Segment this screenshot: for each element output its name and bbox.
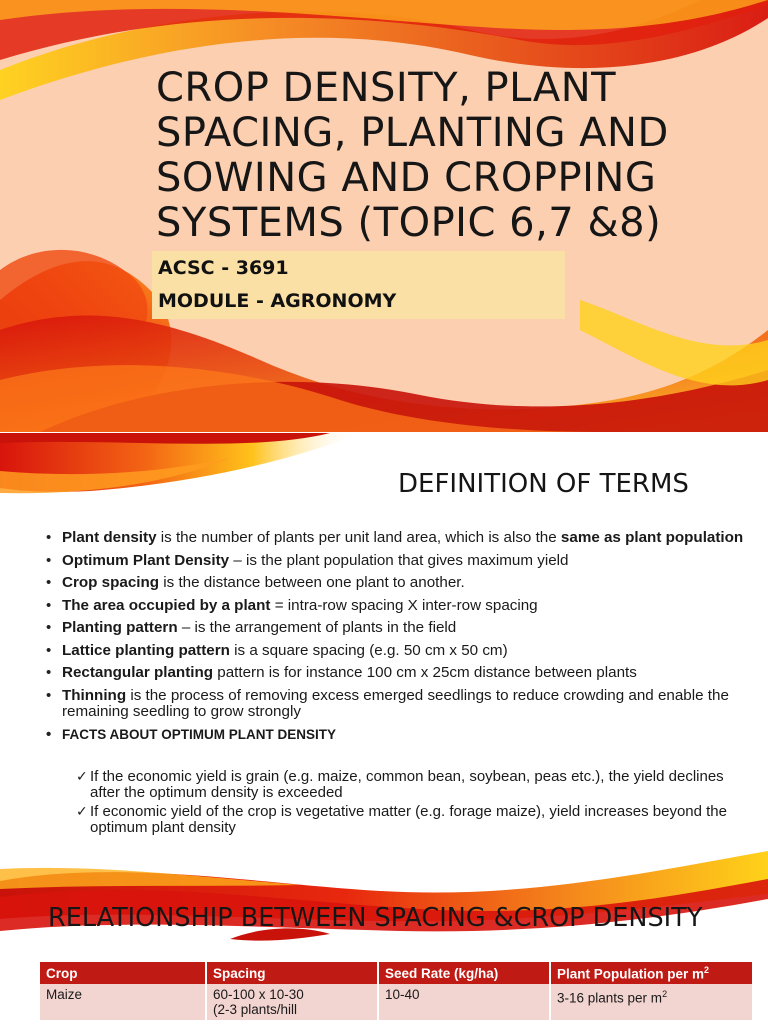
list-item: • Thinning is the process of removing excess emerged seedlings to reduce crowding and enable the remaining seedling to grow strongly <box>30 688 755 721</box>
list-item: • Crop spacing is the distance between one plant to another. <box>30 575 755 592</box>
table-header-row <box>40 962 753 984</box>
column-header: Spacing <box>206 962 378 984</box>
slide-title: DEFINITION OF TERMS <box>398 469 689 499</box>
fact-item: ✓ If economic yield of the crop is vegetative matter (e.g. forage maize), yield increases beyond the optimum plant density <box>76 803 727 836</box>
column-header: Seed Rate (kg/ha) <box>378 962 550 984</box>
column-header: Crop <box>40 962 206 984</box>
table-cell: 3-16 plants per $m^2$ <box>550 984 753 1020</box>
presentation-title <box>156 66 756 246</box>
fact-item: ✓ If the economic yield is grain (e.g. maize, common bean, soybean, peas etc.), the yield declines after the optimum density is exceeded <box>76 768 724 801</box>
list-item: • Planting pattern – is the arrangement of plants in the field <box>30 620 755 637</box>
module-name: MODULE - AGRONOMY <box>158 290 397 312</box>
list-item: • Rectangular planting pattern is for instance 100 cm x 25cm distance between plants <box>30 665 755 682</box>
list-item: • Plant density is the number of plants per unit land area, which is also the same as plant population <box>30 530 755 547</box>
table-cell: 60-100 x 10-30 (2-3 plants/hill <box>206 984 378 1020</box>
column-header: Plant Population per $m^2$ <box>550 962 753 984</box>
table-cell: Maize <box>40 984 206 1020</box>
module-info-box <box>152 251 565 319</box>
title-line: SPACING, PLANTING AND <box>156 110 669 156</box>
title-line: CROP DENSITY, PLANT <box>156 65 617 111</box>
table-cell: 10-40 <box>378 984 550 1020</box>
definitions-list <box>30 530 755 745</box>
facts-heading: • FACTS ABOUT OPTIMUM PLANT DENSITY <box>30 727 755 744</box>
list-item: • Optimum Plant Density – is the plant population that gives maximum yield <box>30 553 755 570</box>
title-line: SOWING AND CROPPING <box>156 155 657 201</box>
title-line: SYSTEMS (TOPIC 6,7 &8) <box>156 200 662 246</box>
crop-density-table <box>40 962 754 1020</box>
slide-title: RELATIONSHIP BETWEEN SPACING &CROP DENSITY <box>48 903 703 933</box>
relationship-slide <box>0 839 768 1024</box>
check-icon: ✓ <box>76 769 88 785</box>
course-code: ACSC - 3691 <box>158 257 289 279</box>
table-row <box>40 984 753 1020</box>
list-item: • The area occupied by a plant = intra-row spacing X inter-row spacing <box>30 598 755 615</box>
check-icon: ✓ <box>76 804 88 820</box>
title-slide <box>0 0 768 432</box>
definitions-slide <box>0 433 768 838</box>
facts-list <box>76 769 740 838</box>
list-item: • Lattice planting pattern is a square spacing (e.g. 50 cm x 50 cm) <box>30 643 755 660</box>
